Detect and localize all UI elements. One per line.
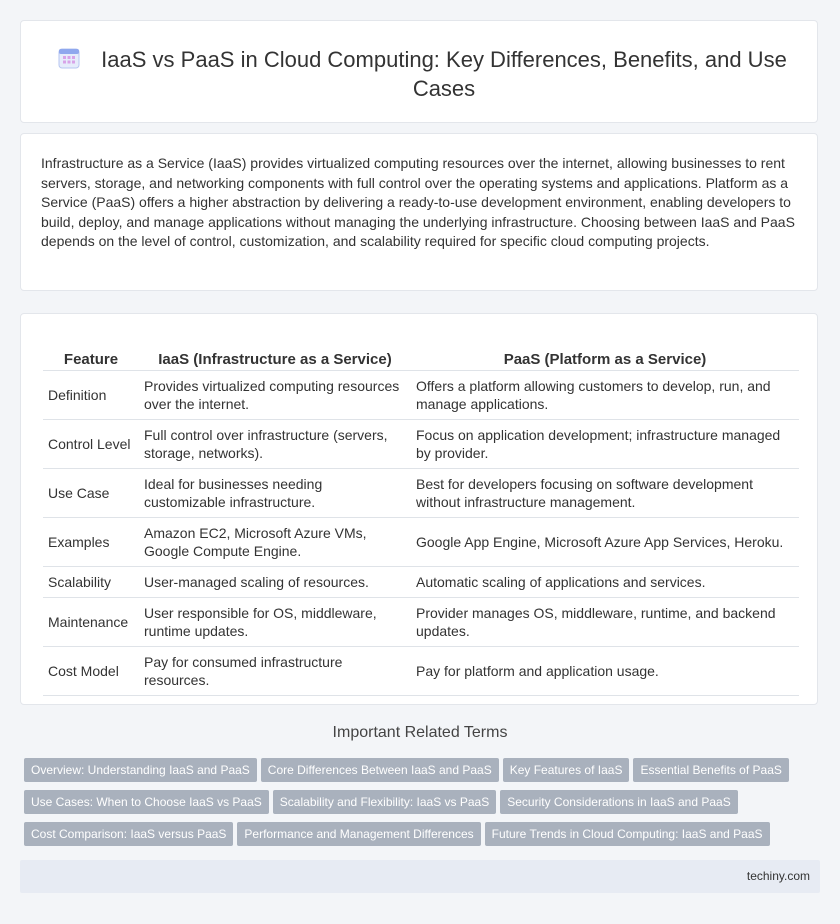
table-row	[43, 469, 799, 518]
related-term-chip[interactable]: Overview: Understanding IaaS and PaaS	[24, 758, 257, 782]
table-row	[43, 420, 799, 469]
row-feature: Cost Model	[43, 647, 139, 696]
row-iaas: User-managed scaling of resources.	[139, 567, 411, 598]
intro-paragraph: Infrastructure as a Service (IaaS) provides virtualized computing resources over the internet, allowing businesses to rent servers, storage, and networking components with full control over the operating systems and applications. Platform as a Service (PaaS) offers a higher abstraction by delivering a ready-to-use development environment, enabling developers to build, deploy, and manage applications without managing the underlying infrastructure. Choosing between IaaS and PaaS depends on the level of control, customization, and scalability required for specific cloud computing projects.	[41, 155, 795, 250]
row-paas: Focus on application development; infrastructure managed by provider.	[411, 420, 799, 469]
row-paas: Google App Engine, Microsoft Azure App Services, Heroku.	[411, 518, 799, 567]
table-row	[43, 647, 799, 696]
row-iaas: User responsible for OS, middleware, runtime updates.	[139, 598, 411, 647]
row-feature: Definition	[43, 371, 139, 420]
row-feature: Maintenance	[43, 598, 139, 647]
comparison-table-card	[20, 313, 818, 705]
row-feature: Use Case	[43, 469, 139, 518]
row-feature: Scalability	[43, 567, 139, 598]
row-iaas: Amazon EC2, Microsoft Azure VMs, Google Compute Engine.	[139, 518, 411, 567]
row-iaas: Full control over infrastructure (servers, storage, networks).	[139, 420, 411, 469]
related-term-chip[interactable]: Key Features of IaaS	[503, 758, 630, 782]
related-term-chip[interactable]: Use Cases: When to Choose IaaS vs PaaS	[24, 790, 269, 814]
chip-row	[24, 790, 824, 822]
row-paas: Provider manages OS, middleware, runtime, and backend updates.	[411, 598, 799, 647]
related-term-chip[interactable]: Cost Comparison: IaaS versus PaaS	[24, 822, 233, 846]
header-feature: Feature	[43, 336, 139, 371]
row-paas: Automatic scaling of applications and services.	[411, 567, 799, 598]
row-paas: Pay for platform and application usage.	[411, 647, 799, 696]
table-row	[43, 518, 799, 567]
row-paas: Offers a platform allowing customers to develop, run, and manage applications.	[411, 371, 799, 420]
row-iaas: Ideal for businesses needing customizable infrastructure.	[139, 469, 411, 518]
row-paas: Best for developers focusing on software development without infrastructure management.	[411, 469, 799, 518]
row-feature: Examples	[43, 518, 139, 567]
table-row	[43, 567, 799, 598]
comparison-table	[43, 336, 799, 696]
related-term-chip[interactable]: Security Considerations in IaaS and PaaS	[500, 790, 737, 814]
row-feature: Control Level	[43, 420, 139, 469]
chip-row	[24, 758, 824, 790]
table-header-row	[43, 336, 799, 371]
header-paas: PaaS (Platform as a Service)	[411, 336, 799, 371]
page-title: IaaS vs PaaS in Cloud Computing: Key Differences, Benefits, and Use Cases	[101, 47, 787, 101]
related-term-chip[interactable]: Performance and Management Differences	[237, 822, 480, 846]
header-iaas: IaaS (Infrastructure as a Service)	[139, 336, 411, 371]
intro-card	[20, 133, 818, 291]
footer-site-link[interactable]: techiny.com	[746, 869, 810, 883]
chip-row	[24, 822, 824, 854]
row-iaas: Provides virtualized computing resources over the internet.	[139, 371, 411, 420]
related-term-chip[interactable]: Future Trends in Cloud Computing: IaaS and PaaS	[485, 822, 770, 846]
table-row	[43, 598, 799, 647]
title-card	[20, 20, 818, 123]
related-term-chip[interactable]: Essential Benefits of PaaS	[633, 758, 788, 782]
table-row	[43, 371, 799, 420]
related-terms-list	[24, 758, 824, 854]
related-terms-title: Important Related Terms	[332, 724, 508, 741]
related-term-chip[interactable]: Core Differences Between IaaS and PaaS	[261, 758, 499, 782]
row-iaas: Pay for consumed infrastructure resources.	[139, 647, 411, 696]
related-term-chip[interactable]: Scalability and Flexibility: IaaS vs PaaS	[273, 790, 496, 814]
footer	[20, 860, 820, 893]
